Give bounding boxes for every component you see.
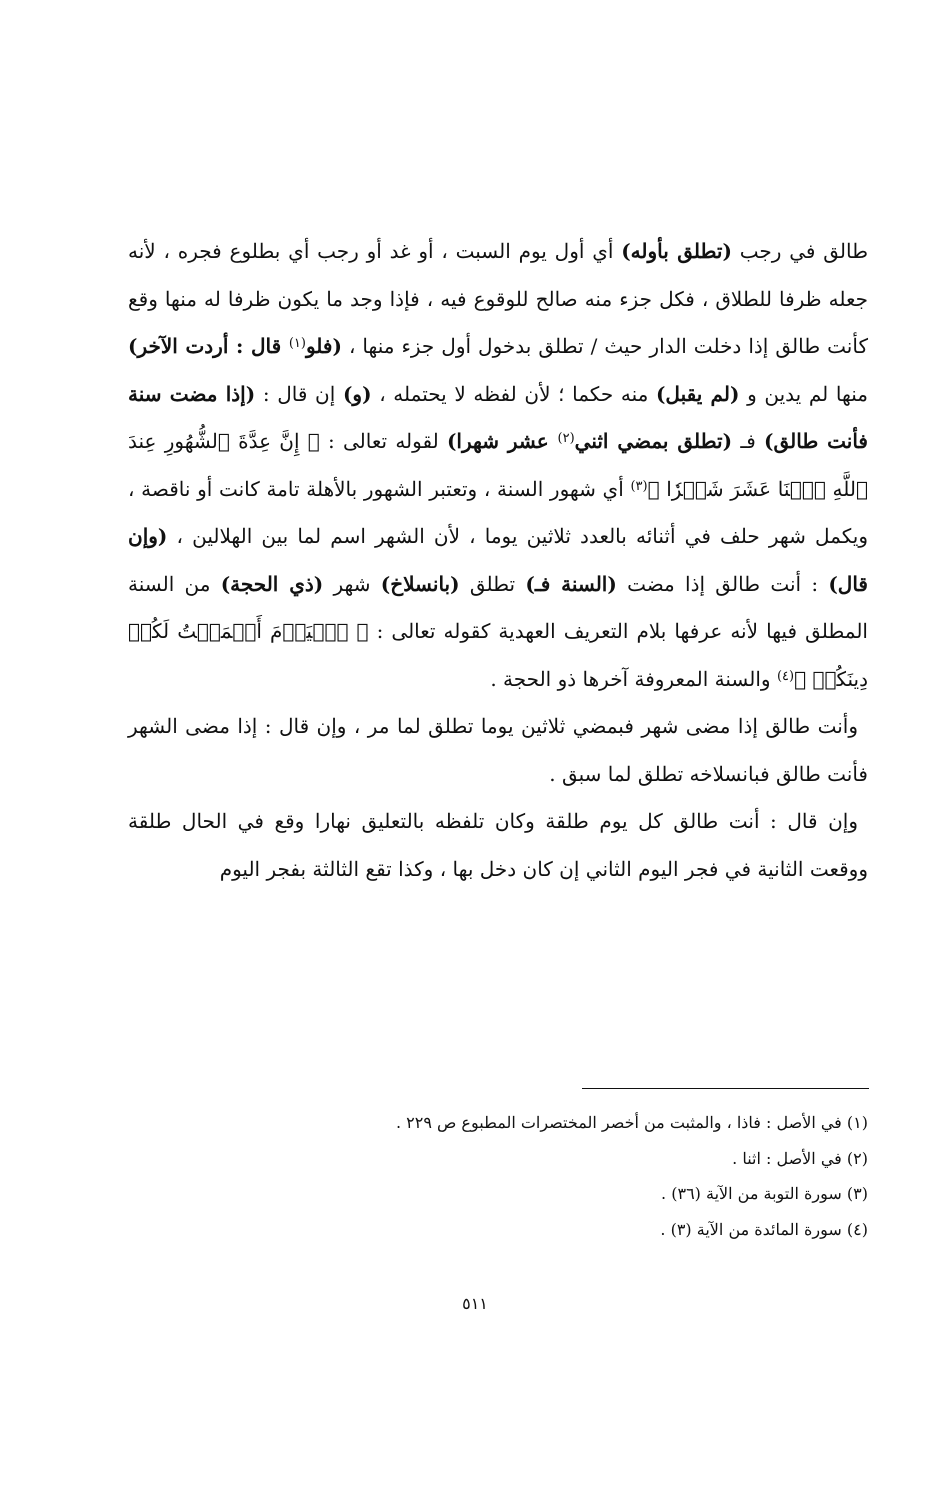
bold-phrase: (إذا مضت سنة فأنت طالق) [128, 381, 868, 453]
paragraph-3: وإن قال : أنت طالق كل يوم طلقة وكان تلفظه بالتعليق نهارا وقع في الحال طلقة ووقعت الثانية في فجر اليوم الثاني إن كان دخل بها ، وكذا تقع الثالثة بفجر اليوم [128, 809, 868, 881]
bold-phrase: (تطلق بمضي اثني [574, 429, 733, 453]
page-number: ٥١١ [462, 1294, 488, 1313]
paragraph-1: طالق في رجب (تطلق بأوله) أي أول يوم السبت ، أو غد أو رجب أي بطلوع فجره ، لأنه جعله ظرفا للطلاق ، فكل جزء منه صالح للوقوع فيه ، فإذا وجد ما يكون ظرفا له منها وقع كأنت طالق إذا دخلت الدار حيث / تطلق بدخول أول جزء منها ، (فلو$^{(١)}$ قال : أردت الآخر) منها لم يدين و (لم يقبل) منه حكما ؛ لأن لفظه لا يحتمله ، (و) إن قال : (إذا مضت سنة فأنت طالق) فـ (تطلق بمضي اثني$^{(٢)}$ عشر شهرا) لقوله تعالى : ﴿ إِنَّ عِدَّةَ ٱلشُّهُورِ عِندَ ٱللَّهِ ٱثۡنَا عَشَرَ شَهۡرٗا ﴾$^{(٣)}$ أي شهور السنة ، وتعتبر الشهور بالأهلة تامة كانت أو ناقصة ، ويكمل شهر حلف في أثنائه بالعدد ثلاثين يوما ، لأن الشهر اسم لما بين الهلالين ، (وإن قال) : أنت طالق إذا مضت (السنة فـ) تطلق (بانسلاخ) شهر (ذي الحجة) من السنة المطلق فيها لأنه عرفها بلام التعريف العهدية كقوله تعالى : ﴿ ٱلۡيَوۡمَ أَكۡمَلۡتُ لَكُمۡ دِينَكُمۡ ﴾$^{(٤)}$ والسنة المعروفة آخرها ذو الحجة . [128, 239, 869, 691]
footnote-3: (٣) سورة التوبة من الآية (٣٦) . [661, 1184, 868, 1203]
footnote-4: (٤) سورة المائدة من الآية (٣) . [660, 1219, 868, 1239]
footnote-1: (١) في الأصل : فاذا ، والمثبت من أخصر المختصرات المطبوع ص ٢٢٩ . [395, 1113, 868, 1132]
quran-quote: من السنة المطلق فيها لأنه عرفها بلام التعريف العهدية كقوله تعالى : ﴿ ٱلۡيَوۡمَ أَكۡمَلۡتُ لَكُمۡ دِينَكُمۡ ﴾ [128, 571, 868, 691]
bold-phrase: (تطلق بأوله) [621, 239, 732, 263]
bold-phrase: (السنة فـ) [525, 571, 617, 596]
bold-phrase: (وإن قال) [128, 524, 868, 596]
bold-phrase: (بانسلاخ) [380, 571, 460, 596]
footnote-ref-2[interactable]: (٢) [557, 431, 575, 446]
footnote-ref-1[interactable]: (١) [288, 336, 306, 351]
paragraph-2: وأنت طالق إذا مضى شهر فبمضي ثلاثين يوما تطلق لما مر ، وإن قال : إذا مضى الشهر فأنت طالق فبانسلاخه تطلق لما سبق . [128, 714, 868, 786]
footnote-ref-4[interactable]: (٤) [776, 668, 795, 684]
main-text-block [128, 228, 868, 893]
bold-phrase: عشر شهرا) [446, 429, 558, 453]
footnotes [128, 1105, 868, 1247]
bold-phrase: (فلو [305, 334, 342, 358]
bold-phrase: (لم يقبل) [655, 381, 740, 406]
bold-phrase: قال : أردت الآخر) [128, 334, 289, 358]
bold-phrase: (ذي الحجة) [220, 571, 324, 596]
footnote-divider [582, 1088, 869, 1089]
footnote-2: (٢) في الأصل : اثنا . [732, 1148, 868, 1168]
quran-quote: لقوله تعالى : ﴿ إِنَّ عِدَّةَ ٱلشُّهُورِ عِندَ ٱللَّهِ ٱثۡنَا عَشَرَ شَهۡرٗا ﴾ [128, 429, 868, 501]
footnote-ref-3[interactable]: (٣) [630, 478, 648, 494]
bold-phrase: (و) [342, 381, 372, 406]
